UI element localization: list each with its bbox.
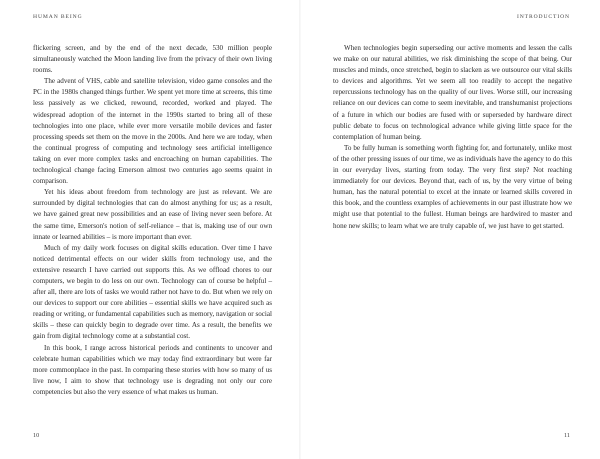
right-paragraph-2: To be fully human is something worth fighting for, and fortunately, unlike most of the other pressing issues of our time, we as individuals have the agency to do this in our everyday lives, starting from today. The very first step? Not reaching immediately for our devices. Beyond that, each of us, by the very virtue of being human, has the natural potential to excel at the innate or learned skills covered in this book, and the countless examples of achievements in our past illustrate how we might use that potential to the fullest. Human beings are hardwired to master and hone new skills; to learn what we are truly capable of, we just have to get started. xyxy=(333,143,572,230)
right-paragraph-1: When technologies begin superseding our active moments and lessen the calls we make on our natural abilities, we risk diminishing the scope of that being. Our muscles and minds, once stretched, begin to slacken as we outsource our vital skills to devices and algorithms. Yet we seem all too readily to accept the negative repercussions technology has on the quality of our lives. Worse still, our increasing reliance on our devices can come to seem inevitable, and transhumanist projections of a future in which our bodies are fused with or superseded by hardware direct public debate to focus on technological advance while giving little space for the contemplation of human being. xyxy=(333,44,572,141)
right-page xyxy=(300,0,600,459)
left-running-head: HUMAN BEING xyxy=(33,14,83,20)
left-page-number: 10 xyxy=(33,432,40,439)
left-paragraph-4: Much of my daily work focuses on digital skills education. Over time I have noticed detrimental effects on our wider skills from technology use, and the extensive research I have carried out supports this. As we offload chores to our computers, we begin to do less on our own. Technology can of course be helpful – after all, there are lots of tasks we would rather not have to do. But when we rely on our devices to support our core abilities – essential skills we have acquired such as reading or writing, or fundamental capabilities such as memory, navigation or social skills – these can quickly begin to degrade over time. As a result, the benefits we gain from digital technology come at a substantial cost. xyxy=(33,243,272,341)
right-body-text xyxy=(333,43,572,232)
left-paragraph-3: Yet his ideas about freedom from technology are just as relevant. We are surrounded by digital technologies that can do almost anything for us; as a result, we have gained great new possibilities and an ease of living never seen before. At the same time, Emerson's notion of self-reliance – that is, making use of our own innate or learned abilities – is more important than ever. xyxy=(33,188,272,241)
right-running-head: INTRODUCTION xyxy=(516,14,570,20)
left-body-text xyxy=(33,43,272,398)
right-page-number: 11 xyxy=(564,432,570,439)
left-paragraph-1: flickering screen, and by the end of the next decade, 530 million people simultaneously watched the Moon landing live from the privacy of their own living rooms. xyxy=(33,44,272,75)
left-paragraph-5: In this book, I range across historical periods and continents to uncover and celebrate human capabilities which we may today find extraordinary but were far more commonplace in the past. In comparing these stories with how so many of us live now, I aim to show that technology use is degrading not only our core competencies but also the very essence of what makes us human. xyxy=(33,343,272,396)
left-paragraph-2: The advent of VHS, cable and satellite television, video game consoles and the PC in the 1980s changed things further. We spent yet more time at screens, this time less passively as we clicked, rewound, recorded, worked and played. The widespread adoption of the internet in the 1990s started to bring all of these technologies into one place, while ever more versatile mobile devices and faster processing speeds set them on the move in the 2000s. And here we are today, when the continual progress of computing and technology sees artificial intelligence taking on ever more complex tasks and encroaching on human capabilities. The technological change facing Emerson almost two centuries ago seems quaint in comparison. xyxy=(33,77,272,186)
